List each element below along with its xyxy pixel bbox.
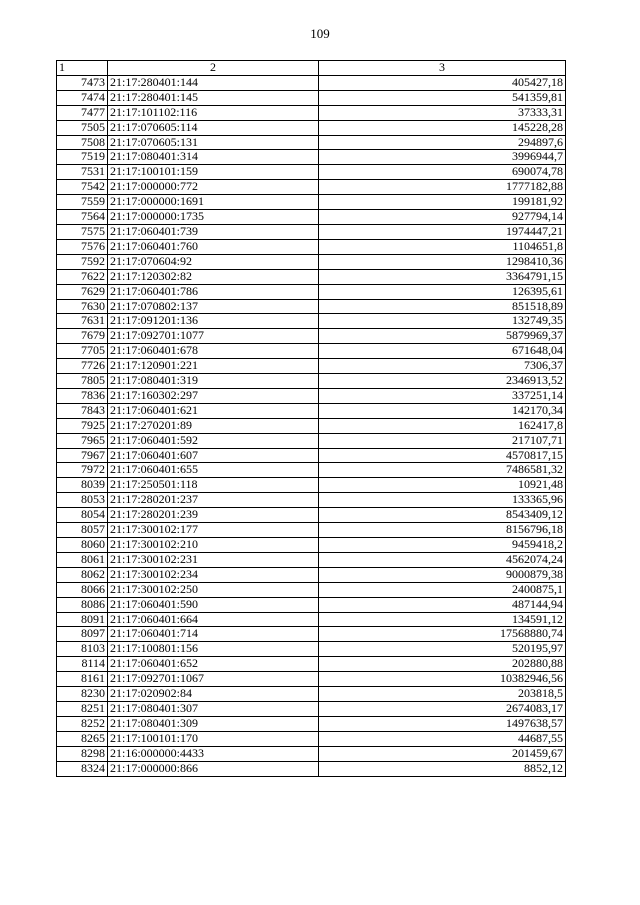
value-cell: 10921,48 xyxy=(319,478,566,493)
cadastral-number-cell: 21:17:100101:170 xyxy=(108,731,319,746)
row-number-cell: 7474 xyxy=(57,90,108,105)
table-row xyxy=(57,210,566,225)
cadastral-number-cell: 21:17:080401:319 xyxy=(108,374,319,389)
table-row xyxy=(57,269,566,284)
value-cell: 1497638,57 xyxy=(319,716,566,731)
cadastral-number-cell: 21:17:060401:655 xyxy=(108,463,319,478)
row-number-cell: 7575 xyxy=(57,224,108,239)
table-row xyxy=(57,195,566,210)
cadastral-number-cell: 21:17:270201:89 xyxy=(108,418,319,433)
value-cell: 541359,81 xyxy=(319,90,566,105)
cadastral-number-cell: 21:17:300102:210 xyxy=(108,538,319,553)
column-header-2: 2 xyxy=(108,61,319,76)
table-row xyxy=(57,746,566,761)
row-number-cell: 8066 xyxy=(57,582,108,597)
cadastral-number-cell: 21:17:000000:772 xyxy=(108,180,319,195)
cadastral-number-cell: 21:17:100101:159 xyxy=(108,165,319,180)
row-number-cell: 8086 xyxy=(57,597,108,612)
cadastral-number-cell: 21:17:060401:590 xyxy=(108,597,319,612)
value-cell: 3996944,7 xyxy=(319,150,566,165)
table-header-row xyxy=(57,61,566,76)
cadastral-number-cell: 21:17:280201:237 xyxy=(108,493,319,508)
table-row xyxy=(57,463,566,478)
cadastral-number-cell: 21:17:280201:239 xyxy=(108,508,319,523)
value-cell: 8156796,18 xyxy=(319,523,566,538)
value-cell: 851518,89 xyxy=(319,299,566,314)
table-row xyxy=(57,448,566,463)
cadastral-number-cell: 21:17:000000:1735 xyxy=(108,210,319,225)
table-row xyxy=(57,687,566,702)
value-cell: 126395,61 xyxy=(319,284,566,299)
value-cell: 1298410,36 xyxy=(319,254,566,269)
table-row xyxy=(57,627,566,642)
table-row xyxy=(57,403,566,418)
value-cell: 1777182,88 xyxy=(319,180,566,195)
cadastral-number-cell: 21:17:280401:145 xyxy=(108,90,319,105)
row-number-cell: 7576 xyxy=(57,239,108,254)
cadastral-number-cell: 21:17:060401:760 xyxy=(108,239,319,254)
table-row xyxy=(57,180,566,195)
value-cell: 37333,31 xyxy=(319,105,566,120)
cadastral-number-cell: 21:17:070605:131 xyxy=(108,135,319,150)
row-number-cell: 7726 xyxy=(57,359,108,374)
table-row xyxy=(57,761,566,776)
value-cell: 203818,5 xyxy=(319,687,566,702)
value-cell: 7486581,32 xyxy=(319,463,566,478)
row-number-cell: 8251 xyxy=(57,701,108,716)
cadastral-number-cell: 21:17:250501:118 xyxy=(108,478,319,493)
row-number-cell: 8060 xyxy=(57,538,108,553)
cadastral-number-cell: 21:17:060401:592 xyxy=(108,433,319,448)
value-cell: 2674083,17 xyxy=(319,701,566,716)
table-row xyxy=(57,299,566,314)
row-number-cell: 7592 xyxy=(57,254,108,269)
table-row xyxy=(57,224,566,239)
row-number-cell: 7564 xyxy=(57,210,108,225)
table-row xyxy=(57,135,566,150)
row-number-cell: 7679 xyxy=(57,329,108,344)
table-row xyxy=(57,329,566,344)
row-number-cell: 7508 xyxy=(57,135,108,150)
table-row xyxy=(57,716,566,731)
table-row xyxy=(57,374,566,389)
row-number-cell: 8091 xyxy=(57,612,108,627)
value-cell: 201459,67 xyxy=(319,746,566,761)
cadastral-number-cell: 21:17:060401:621 xyxy=(108,403,319,418)
row-number-cell: 8061 xyxy=(57,552,108,567)
table-row xyxy=(57,359,566,374)
row-number-cell: 8054 xyxy=(57,508,108,523)
value-cell: 132749,35 xyxy=(319,314,566,329)
cadastral-number-cell: 21:17:070802:137 xyxy=(108,299,319,314)
table-body xyxy=(57,75,566,776)
value-cell: 17568880,74 xyxy=(319,627,566,642)
row-number-cell: 7805 xyxy=(57,374,108,389)
column-header-1: 1 xyxy=(57,61,108,76)
cadastral-number-cell: 21:17:070604:92 xyxy=(108,254,319,269)
row-number-cell: 8298 xyxy=(57,746,108,761)
value-cell: 1974447,21 xyxy=(319,224,566,239)
cadastral-number-cell: 21:17:080401:309 xyxy=(108,716,319,731)
table-row xyxy=(57,672,566,687)
row-number-cell: 8097 xyxy=(57,627,108,642)
cadastral-number-cell: 21:17:300102:177 xyxy=(108,523,319,538)
row-number-cell: 8230 xyxy=(57,687,108,702)
table-row xyxy=(57,418,566,433)
table-row xyxy=(57,612,566,627)
value-cell: 1104651,8 xyxy=(319,239,566,254)
row-number-cell: 8053 xyxy=(57,493,108,508)
row-number-cell: 7705 xyxy=(57,344,108,359)
cadastral-number-cell: 21:17:300102:231 xyxy=(108,552,319,567)
cadastral-number-cell: 21:17:100801:156 xyxy=(108,642,319,657)
table-row xyxy=(57,105,566,120)
table-row xyxy=(57,120,566,135)
value-cell: 217107,71 xyxy=(319,433,566,448)
value-cell: 405427,18 xyxy=(319,75,566,90)
row-number-cell: 8161 xyxy=(57,672,108,687)
row-number-cell: 7559 xyxy=(57,195,108,210)
table-row xyxy=(57,314,566,329)
table-row xyxy=(57,597,566,612)
cadastral-number-cell: 21:16:000000:4433 xyxy=(108,746,319,761)
value-cell: 162417,8 xyxy=(319,418,566,433)
cadastral-number-cell: 21:17:080401:307 xyxy=(108,701,319,716)
cadastral-number-cell: 21:17:020902:84 xyxy=(108,687,319,702)
data-table xyxy=(56,60,566,777)
row-number-cell: 8252 xyxy=(57,716,108,731)
cadastral-number-cell: 21:17:280401:144 xyxy=(108,75,319,90)
row-number-cell: 8062 xyxy=(57,567,108,582)
value-cell: 487144,94 xyxy=(319,597,566,612)
page-number: 109 xyxy=(310,26,330,41)
value-cell: 2346913,52 xyxy=(319,374,566,389)
value-cell: 671648,04 xyxy=(319,344,566,359)
cadastral-number-cell: 21:17:120302:82 xyxy=(108,269,319,284)
table-row xyxy=(57,433,566,448)
row-number-cell: 8324 xyxy=(57,761,108,776)
table-row xyxy=(57,567,566,582)
value-cell: 2400875,1 xyxy=(319,582,566,597)
value-cell: 294897,6 xyxy=(319,135,566,150)
row-number-cell: 7477 xyxy=(57,105,108,120)
cadastral-number-cell: 21:17:060401:652 xyxy=(108,657,319,672)
table-row xyxy=(57,657,566,672)
row-number-cell: 8265 xyxy=(57,731,108,746)
table-row xyxy=(57,508,566,523)
table-row xyxy=(57,538,566,553)
value-cell: 134591,12 xyxy=(319,612,566,627)
table-row xyxy=(57,150,566,165)
value-cell: 10382946,56 xyxy=(319,672,566,687)
table-row xyxy=(57,523,566,538)
cadastral-number-cell: 21:17:092701:1077 xyxy=(108,329,319,344)
row-number-cell: 7967 xyxy=(57,448,108,463)
table-row xyxy=(57,388,566,403)
cadastral-number-cell: 21:17:060401:714 xyxy=(108,627,319,642)
row-number-cell: 8057 xyxy=(57,523,108,538)
value-cell: 520195,97 xyxy=(319,642,566,657)
table-row xyxy=(57,75,566,90)
row-number-cell: 7629 xyxy=(57,284,108,299)
value-cell: 199181,92 xyxy=(319,195,566,210)
value-cell: 690074,78 xyxy=(319,165,566,180)
value-cell: 9459418,2 xyxy=(319,538,566,553)
cadastral-number-cell: 21:17:080401:314 xyxy=(108,150,319,165)
cadastral-number-cell: 21:17:060401:664 xyxy=(108,612,319,627)
value-cell: 4562074,24 xyxy=(319,552,566,567)
value-cell: 4570817,15 xyxy=(319,448,566,463)
row-number-cell: 7965 xyxy=(57,433,108,448)
value-cell: 8543409,12 xyxy=(319,508,566,523)
value-cell: 145228,28 xyxy=(319,120,566,135)
value-cell: 337251,14 xyxy=(319,388,566,403)
cadastral-number-cell: 21:17:300102:250 xyxy=(108,582,319,597)
row-number-cell: 7836 xyxy=(57,388,108,403)
value-cell: 3364791,15 xyxy=(319,269,566,284)
row-number-cell: 7972 xyxy=(57,463,108,478)
cadastral-number-cell: 21:17:101102:116 xyxy=(108,105,319,120)
table-row xyxy=(57,239,566,254)
row-number-cell: 7542 xyxy=(57,180,108,195)
table-row xyxy=(57,478,566,493)
table-row xyxy=(57,642,566,657)
table-row xyxy=(57,90,566,105)
row-number-cell: 7925 xyxy=(57,418,108,433)
row-number-cell: 7473 xyxy=(57,75,108,90)
table-row xyxy=(57,165,566,180)
cadastral-number-cell: 21:17:070605:114 xyxy=(108,120,319,135)
value-cell: 133365,96 xyxy=(319,493,566,508)
cadastral-number-cell: 21:17:300102:234 xyxy=(108,567,319,582)
table-row xyxy=(57,493,566,508)
table-row xyxy=(57,344,566,359)
row-number-cell: 8114 xyxy=(57,657,108,672)
table-row xyxy=(57,254,566,269)
row-number-cell: 8103 xyxy=(57,642,108,657)
value-cell: 7306,37 xyxy=(319,359,566,374)
cadastral-number-cell: 21:17:060401:678 xyxy=(108,344,319,359)
table-row xyxy=(57,552,566,567)
cadastral-number-cell: 21:17:060401:607 xyxy=(108,448,319,463)
cadastral-number-cell: 21:17:000000:866 xyxy=(108,761,319,776)
cadastral-number-cell: 21:17:060401:786 xyxy=(108,284,319,299)
value-cell: 142170,34 xyxy=(319,403,566,418)
table-row xyxy=(57,701,566,716)
table-row xyxy=(57,582,566,597)
value-cell: 202880,88 xyxy=(319,657,566,672)
row-number-cell: 7505 xyxy=(57,120,108,135)
cadastral-number-cell: 21:17:120901:221 xyxy=(108,359,319,374)
value-cell: 44687,55 xyxy=(319,731,566,746)
row-number-cell: 7631 xyxy=(57,314,108,329)
row-number-cell: 7843 xyxy=(57,403,108,418)
row-number-cell: 8039 xyxy=(57,478,108,493)
column-header-3: 3 xyxy=(319,61,566,76)
cadastral-number-cell: 21:17:060401:739 xyxy=(108,224,319,239)
cadastral-number-cell: 21:17:000000:1691 xyxy=(108,195,319,210)
row-number-cell: 7630 xyxy=(57,299,108,314)
table-row xyxy=(57,731,566,746)
cadastral-number-cell: 21:17:091201:136 xyxy=(108,314,319,329)
row-number-cell: 7622 xyxy=(57,269,108,284)
cadastral-number-cell: 21:17:092701:1067 xyxy=(108,672,319,687)
row-number-cell: 7531 xyxy=(57,165,108,180)
row-number-cell: 7519 xyxy=(57,150,108,165)
value-cell: 5879969,37 xyxy=(319,329,566,344)
value-cell: 8852,12 xyxy=(319,761,566,776)
value-cell: 927794,14 xyxy=(319,210,566,225)
table-row xyxy=(57,284,566,299)
cadastral-number-cell: 21:17:160302:297 xyxy=(108,388,319,403)
value-cell: 9000879,38 xyxy=(319,567,566,582)
